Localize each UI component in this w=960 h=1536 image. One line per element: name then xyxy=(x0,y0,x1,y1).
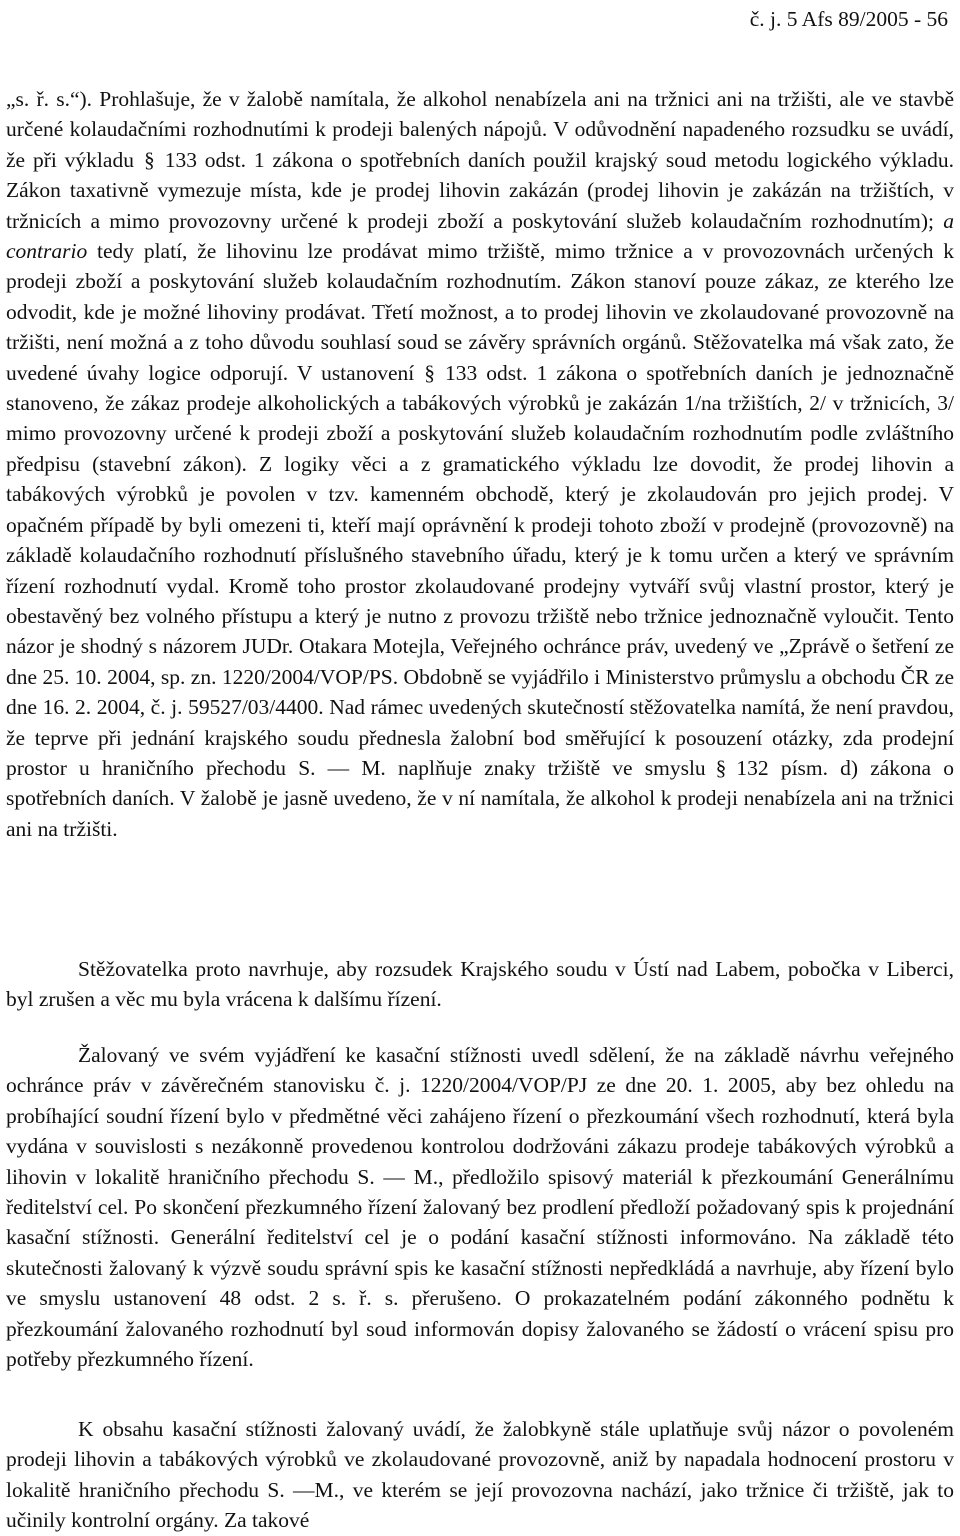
section-sign: § xyxy=(424,360,435,385)
paragraph-text: „s. ř. s.“). Prohlašuje, že v žalobě namítala, že alkohol nenabízela ani na tržnici ani na tržišti, ale ve stavbě určené kolaudačními rozhodnutími k prodeji balených nápojů. V odůvodnění napadeného rozsudku se uvádí, že při výkladu xyxy=(6,87,954,172)
paragraph-text: 133 odst. 1 zákona o spotřebních daních použil krajský soud metodu logického výkladu. Zákon taxativně vymezuje místa, kde je prodej lihovin zakázán (prodej lihovin je zakázán na tržištích, v tržnicích a mimo provozovny určené k prodeji zboží a poskytování služeb kolaudačním rozhodnutím); xyxy=(6,147,954,233)
paragraph-defendant-statement xyxy=(6,1040,954,1374)
paragraph-complainant-arguments xyxy=(6,84,954,844)
section-sign: § xyxy=(143,147,155,172)
paragraph-text: Žalovaný ve svém vyjádření ke kasační stížnosti uvedl sdělení, že na základě návrhu veřejného ochránce práv v závěrečném stanovisku č. j. 1220/2004/VOP/PJ ze dne 20. 1. 2005, aby bez ohledu na probíhající soudní řízení bylo v předmětné věci zahájeno řízení o přezkoumání všech rozhodnutí, která byla vydána v souvislosti s nezákonně provedenou kontrolou dodržováni zákazu prodeje tabákových výrobků a lihovin v lokalitě hraničního přechodu S. — M., předložilo spisový materiál k přezkoumání Generálnímu ředitelství cel. Po skončení přezkumného řízení žalovaný bez prodlení předloží požadovaný spis k projednání kasační stížnosti. Generální ředitelství cel je o podání kasační stížnosti informováno. Na základě této skutečnosti žalovaný k výzvě soudu správní spis ke kasační stížnosti nepředkládá a navrhuje, aby řízení bylo ve smyslu ustanovení 48 odst. 2 s. ř. s. přerušeno. O prokazatelném podání zákonného podnětu k přezkoumání žalovaného rozhodnutí byl soud informován dopisy žalovaného se žádostí o vrácení spisu pro potřeby přezkumného řízení. xyxy=(6,1043,954,1372)
paragraph-text: K obsahu kasační stížnosti žalovaný uvádí, že žalobkyně stále uplatňuje svůj názor o povoleném prodeji lihovin a tabákových výrobků ve zkolaudované provozovně, aniž by napadala hodnocení prostoru v lokalitě hraničního přechodu S. —M., ve kterém se její provozovna nachází, jako tržnice či tržiště, jak to učinily kontrolní orgány. Za takové xyxy=(6,1417,954,1533)
paragraph-text: tedy platí, že lihovinu lze prodávat mimo tržiště, mimo tržnice a v provozovnách určených k prodeji zboží a poskytování služeb kolaudačním rozhodnutím. Zákon stanoví pouze zákaz, ze kterého lze odvodit, kde je možné lihoviny prodávat. Třetí možnost, a to prodej lihovin ve zkolaudované provozovně na tržišti, není možná a z toho důvodu souhlasí soud se závěry správních orgánů. Stěžovatelka má však zato, že uvedené úvahy logice odporují. V ustanovení xyxy=(6,239,955,385)
paragraph-text: Stěžovatelka proto navrhuje, aby rozsudek Krajského soudu v Ústí nad Labem, pobočka v Liberci, byl zrušen a věc mu byla vrácena k dalšímu řízení. xyxy=(6,957,954,1012)
italic-phrase: a contrario xyxy=(6,208,955,264)
paragraph-text: 133 odst. 1 zákona o spotřebních daních je jednoznačně stanoveno, že zákaz prodeje alkoholických a tabákových výrobků je zakázán 1/na tržištích, 2/ v tržnicích, 3/ mimo provozovny určené k prodeji zboží a poskytování služeb kolaudačním rozhodnutím podle zvláštního předpisu (stavební zákon). Z logiky věci a z gramatického výkladu lze dovodit, že prodej lihovin a tabákových výrobků je povolen v tzv. kamenném obchodě, který je zkolaudován pro jejich prodej. V opačném případě by byli omezeni ti, kteří mají oprávnění k prodeji tohoto zboží v prodejně (provozovně) na základě kolaudačního rozhodnutí příslušného stavebního úřadu, který je k tomu určen a který ve správním řízení rozhodnutí vydal. Kromě toho prostor zkolaudované prodejny vytváří svůj vlastní prostor, který je obestavěný bez volného přístupu a který je nutno z provozu tržiště nebo tržnice jednoznačně vyloučit. Tento názor je shodný s názorem JUDr. Otakara Motejla, Veřejného ochránce práv, uvedený ve „Zprávě o šetření ze dne 25. 10. 2004, sp. zn. 1220/2004/VOP/PS. Obdobně se vyjádřilo i Ministerstvo průmyslu a obchodu ČR ze dne 16. 2. 2004, č. j. 59527/03/4400. Nad rámec uvedených skutečností stěžovatelka namítá, že není pravdou, že teprve při jednání krajského soudu přednesla žalobní bod směřující k posouzení otázky, zda prodejní prostor u hraničního přechodu S. — M. naplňuje znaky tržiště ve smyslu xyxy=(6,360,954,780)
paragraph-text: 132 písm. d) zákona o spotřebních daních. V žalobě je jasně uvedeno, že v ní namítala, že alkohol k prodeji nenabízela ani na tržnici ani na tržišti. xyxy=(6,755,954,841)
section-sign: § xyxy=(715,755,727,780)
paragraph-defendant-content xyxy=(6,1414,954,1536)
paragraph-complainant-proposal xyxy=(6,954,954,1015)
case-reference-header: č. j. 5 Afs 89/2005 - 56 xyxy=(749,7,948,31)
